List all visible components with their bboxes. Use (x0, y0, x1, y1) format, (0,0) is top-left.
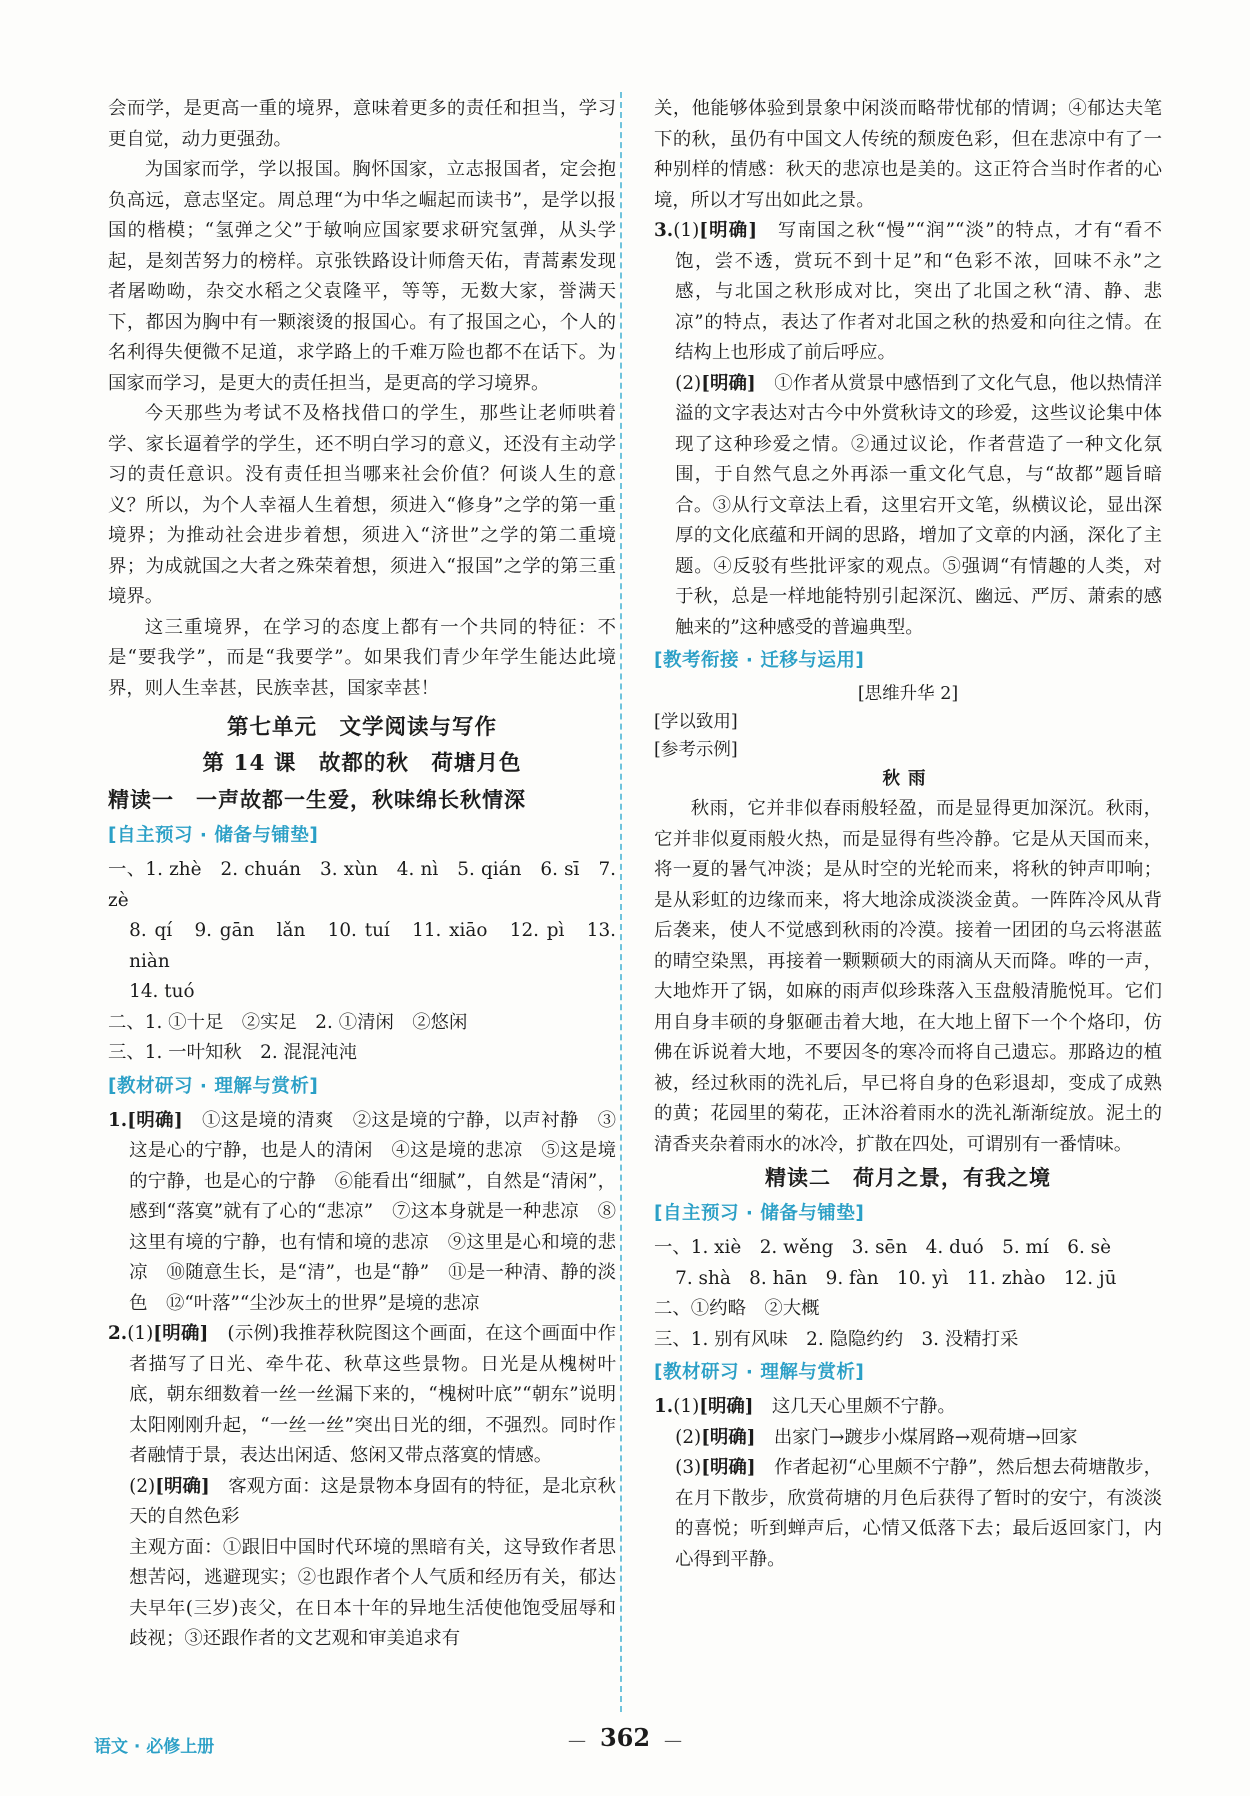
answer-item (654, 1392, 1162, 1423)
section-banner: [自主预习 · 储备与铺垫] (108, 825, 319, 846)
item-number: 3. (654, 220, 674, 241)
answer-text: 写南国之秋“慢”“润”“淡”的特点，才有“看不饱，尝不透，赏玩不到十足”和“色彩不浓，回味不永”之感，与北国之秋形成对比，突出了北国之秋“清、静、悲凉”的特点，表达了作者对北国之秋的热爱和向往之情。在结构上也形成了前后呼应。 (675, 220, 1162, 363)
answer-tag: [明确] (155, 1475, 210, 1497)
answer-text: 客观方面：这是景物本身固有的特征，是北京秋天的自然色彩 (129, 1475, 616, 1527)
answer-text: 主观方面：①跟旧中国时代环境的黑暗有关，这导致作者思想苦闷，逃避现实；②也跟作者个人气质和经历有关，郁达夫早年(三岁)丧父，在日本十年的异地生活使他饱受屈辱和歧视；③还跟作者的文艺观和审美追求有 (129, 1536, 616, 1649)
item-number: 1. (108, 1109, 128, 1131)
answer-tag: [明确] (701, 1457, 756, 1478)
answer-text: 作者起初“心里颇不宁静”，然后想去荷塘散步，在月下散步，欣赏荷塘的月色后获得了暂时的安宁，有淡淡的喜悦；听到蝉声后，心情又低落下去；最后返回家门，内心得到平静。 (675, 1457, 1162, 1570)
book-title: 语文 · 必修上册 (94, 1737, 215, 1757)
paragraph: 为国家而学，学以报国。胸怀国家，立志报国者，定会抱负高远，意志坚定。周总理“为中华之崛起而读书”，是学以报国的楷模；“氢弹之父”于敏响应国家要求研究氢弹，从头学起，是刻苦努力的榜样。京张铁路设计师詹天佑，青蒿素发现者屠呦呦，杂交水稻之父袁隆平，等等，无数大家，誉满天下，都因为胸中有一颗滚烫的报国心。有了报国之心，个人的名利得失便微不足道，求学路上的千难万险也都不在话下。为国家而学习，是更大的责任担当，是更高的学习境界。 (108, 159, 616, 394)
paragraph: 会而学，是更高一重的境界，意味着更多的责任和担当，学习更自觉，动力更强劲。 (108, 98, 616, 150)
answer-item (654, 216, 1162, 369)
item-number: 1. (654, 1396, 674, 1417)
page-number: 362 (599, 1723, 651, 1752)
answer-item (108, 1319, 616, 1472)
lesson-title: 第 14 课 故都的秋 荷塘月色 (202, 751, 522, 776)
answer-tag: [明确] (699, 220, 758, 241)
answer-line: 14. tuó (129, 981, 195, 1002)
answer-tag: [明确] (701, 372, 756, 394)
sub-label: (2) (675, 1426, 702, 1448)
page-dash: — (664, 1730, 683, 1751)
answer-item (654, 1423, 1162, 1454)
paragraph: 关，他能够体验到景象中闲淡而略带忧郁的情调；④郁达夫笔下的秋，虽仍有中国文人传统的颓废色彩，但在悲凉中有了一种别样的情感：秋天的悲凉也是美的。这正符合当时作者的心境，所以才写出如此之景。 (654, 98, 1162, 211)
answer-tag: [明确] (153, 1323, 209, 1344)
page-dash: — (567, 1730, 586, 1751)
answer-line: 一、1. xiè 2. wěng 3. sēn 4. duó 5. mí 6. sè (654, 1237, 1111, 1258)
subsection-label: [学以致用] (654, 712, 738, 732)
answer-text: (示例)我推荐秋院图这个画面，在这个画面中作者描写了日光、牵牛花、秋草这些景物。日光是从槐树叶底，朝东细数着一丝一丝漏下来的，“槐树叶底”“朝东”说明太阳刚刚升起，“一丝一丝”突出日光的细，不强烈。同时作者融情于景，表达出闲适、悠闲又带点落寞的情感。 (129, 1323, 616, 1466)
sub-label: (2) (129, 1475, 156, 1497)
answer-item (108, 1106, 616, 1320)
section-banner: [教考衔接 · 迁移与运用] (654, 650, 865, 671)
subsection-label: [思维升华 2] (857, 684, 959, 704)
paragraph: 今天那些为考试不及格找借口的学生，那些让老师哄着学、家长逼着学的学生，还不明白学习的意义，还没有主动学习的责任意识。没有责任担当哪来社会价值？何谈人生的意义？所以，为个人幸福人生着想，须进入“修身”之学的第一重境界；为推动社会进步着想，须进入“济世”之学的第二重境界；为成就国之大者之殊荣着想，须进入“报国”之学的第三重境界。 (108, 403, 616, 607)
answer-item (654, 1453, 1162, 1575)
essay-body: 秋雨，它并非似春雨般轻盈，而是显得更加深沉。秋雨，它并非似夏雨般火热，而是显得有些冷静。它是从天国而来，将一夏的暑气冲淡；是从时空的光轮而来，将秋的钟声叩响；是从彩虹的边缘而来，将大地涂成淡淡金黄。一阵阵冷风从背后袭来，使人不觉感到秋雨的冷漠。接着一团团的乌云将湛蓝的晴空染黑，再接着一颗颗硕大的雨滴从天而降。哗的一声，大地炸开了锅，如麻的雨声似珍珠落入玉盘般清脆悦耳。它们用自身丰硕的身躯砸击着大地，在大地上留下一个个烙印，仿佛在诉说着大地，不要因冬的寒冷而将自己遗忘。那路边的植被，经过秋雨的洗礼后，早已将自身的色彩退却，变成了成熟的黄；花园里的菊花，正沐浴着雨水的洗礼渐渐绽放。泥土的清香夹杂着雨水的冰冷，扩散在四处，可谓别有一番情味。 (654, 798, 1162, 1155)
answer-line: 8. qí 9. gān lǎn 10. tuí 11. xiāo 12. pì 13. niàn (129, 920, 616, 972)
sub-label: (2) (675, 372, 702, 394)
answer-line: 二、1. ①十足 ②实足 2. ①清闲 ②悠闲 (108, 1011, 468, 1033)
sub-label: (3) (675, 1457, 702, 1478)
item-number: 2. (108, 1323, 128, 1344)
answer-text: 这几天心里颇不宁静。 (771, 1396, 956, 1417)
paragraph: 这三重境界，在学习的态度上都有一个共同的特征：不是“要我学”，而是“我要学”。如果我们青少年学生能达此境界，则人生幸甚，民族幸甚，国家幸甚！ (108, 616, 616, 699)
essay-title: 秋雨 (882, 769, 934, 789)
answer-text: ①这是境的清爽 ②这是境的宁静，以声衬静 ③这是心的宁静，也是人的清闲 ④这是境的悲凉 ⑤这是境的宁静，也是心的宁静 ⑥能看出“细腻”，自然是“清闲”，感到“落寞”就有了心的“悲凉” ⑦这本身就是一种悲凉 ⑧这里有境的宁静，也有情和境的悲凉 ⑨这里是心和境的悲凉 ⑩随意生长，是“清”，也是“静” ⑪是一种清、静的淡色 ⑫“叶落”“尘沙灰土的世界”是境的悲凉 (129, 1109, 616, 1314)
section-banner: [自主预习 · 储备与铺垫] (654, 1203, 865, 1224)
answer-item (654, 369, 1162, 644)
answer-tag: [明确] (699, 1396, 754, 1417)
subsection-label: [参考示例] (654, 740, 738, 760)
answer-line: 7. shà 8. hān 9. fàn 10. yì 11. zhào 12. jū (675, 1267, 1117, 1289)
sub-label: (1) (127, 1323, 154, 1344)
column-divider (620, 92, 622, 1712)
section-title: 精读一 一声故都一生爱，秋味绵长秋情深 (108, 787, 526, 812)
unit-title: 第七单元 文学阅读与写作 (226, 715, 497, 740)
answer-line: 三、1. 一叶知秋 2. 混混沌沌 (108, 1042, 358, 1063)
answer-item (108, 1472, 616, 1533)
section-title: 精读二 荷月之景，有我之境 (765, 1165, 1051, 1190)
answer-tag: [明确] (127, 1109, 183, 1131)
answer-line: 三、1. 别有风味 2. 隐隐约约 3. 没精打采 (654, 1328, 1019, 1350)
answer-tag: [明确] (701, 1426, 756, 1448)
section-banner: [教材研习 · 理解与赏析] (654, 1362, 865, 1383)
answer-text: ①作者从赏景中感悟到了文化气息，他以热情洋溢的文字表达对古今中外赏秋诗文的珍爱，这些议论集中体现了这种珍爱之情。②通过议论，作者营造了一种文化氛围，于自然气息之外再添一重文化气息，与“故都”题旨暗合。③从行文章法上看，这里宕开文笔，纵横议论，显出深厚的文化底蕴和开阔的思路，增加了文章的内涵，深化了主题。④反驳有些批评家的观点。⑤强调“有情趣的人类，对于秋，总是一样地能特别引起深沉、幽远、严厉、萧索的感触来的”这种感受的普遍典型。 (675, 372, 1162, 638)
sub-label: (1) (673, 1396, 700, 1417)
section-banner: [教材研习 · 理解与赏析] (108, 1075, 319, 1097)
right-column (654, 94, 1162, 1575)
page-number-block (512, 1723, 738, 1752)
left-column (108, 94, 616, 1655)
sub-label: (1) (673, 220, 700, 241)
answer-line: 二、①约略 ②大概 (654, 1298, 820, 1319)
answer-text: 出家门→踱步小煤屑路→观荷塘→回家 (773, 1426, 1078, 1448)
answer-line: 一、1. zhè 2. chuán 3. xùn 4. nì 5. qián 6. sī 7. zè (108, 859, 616, 911)
